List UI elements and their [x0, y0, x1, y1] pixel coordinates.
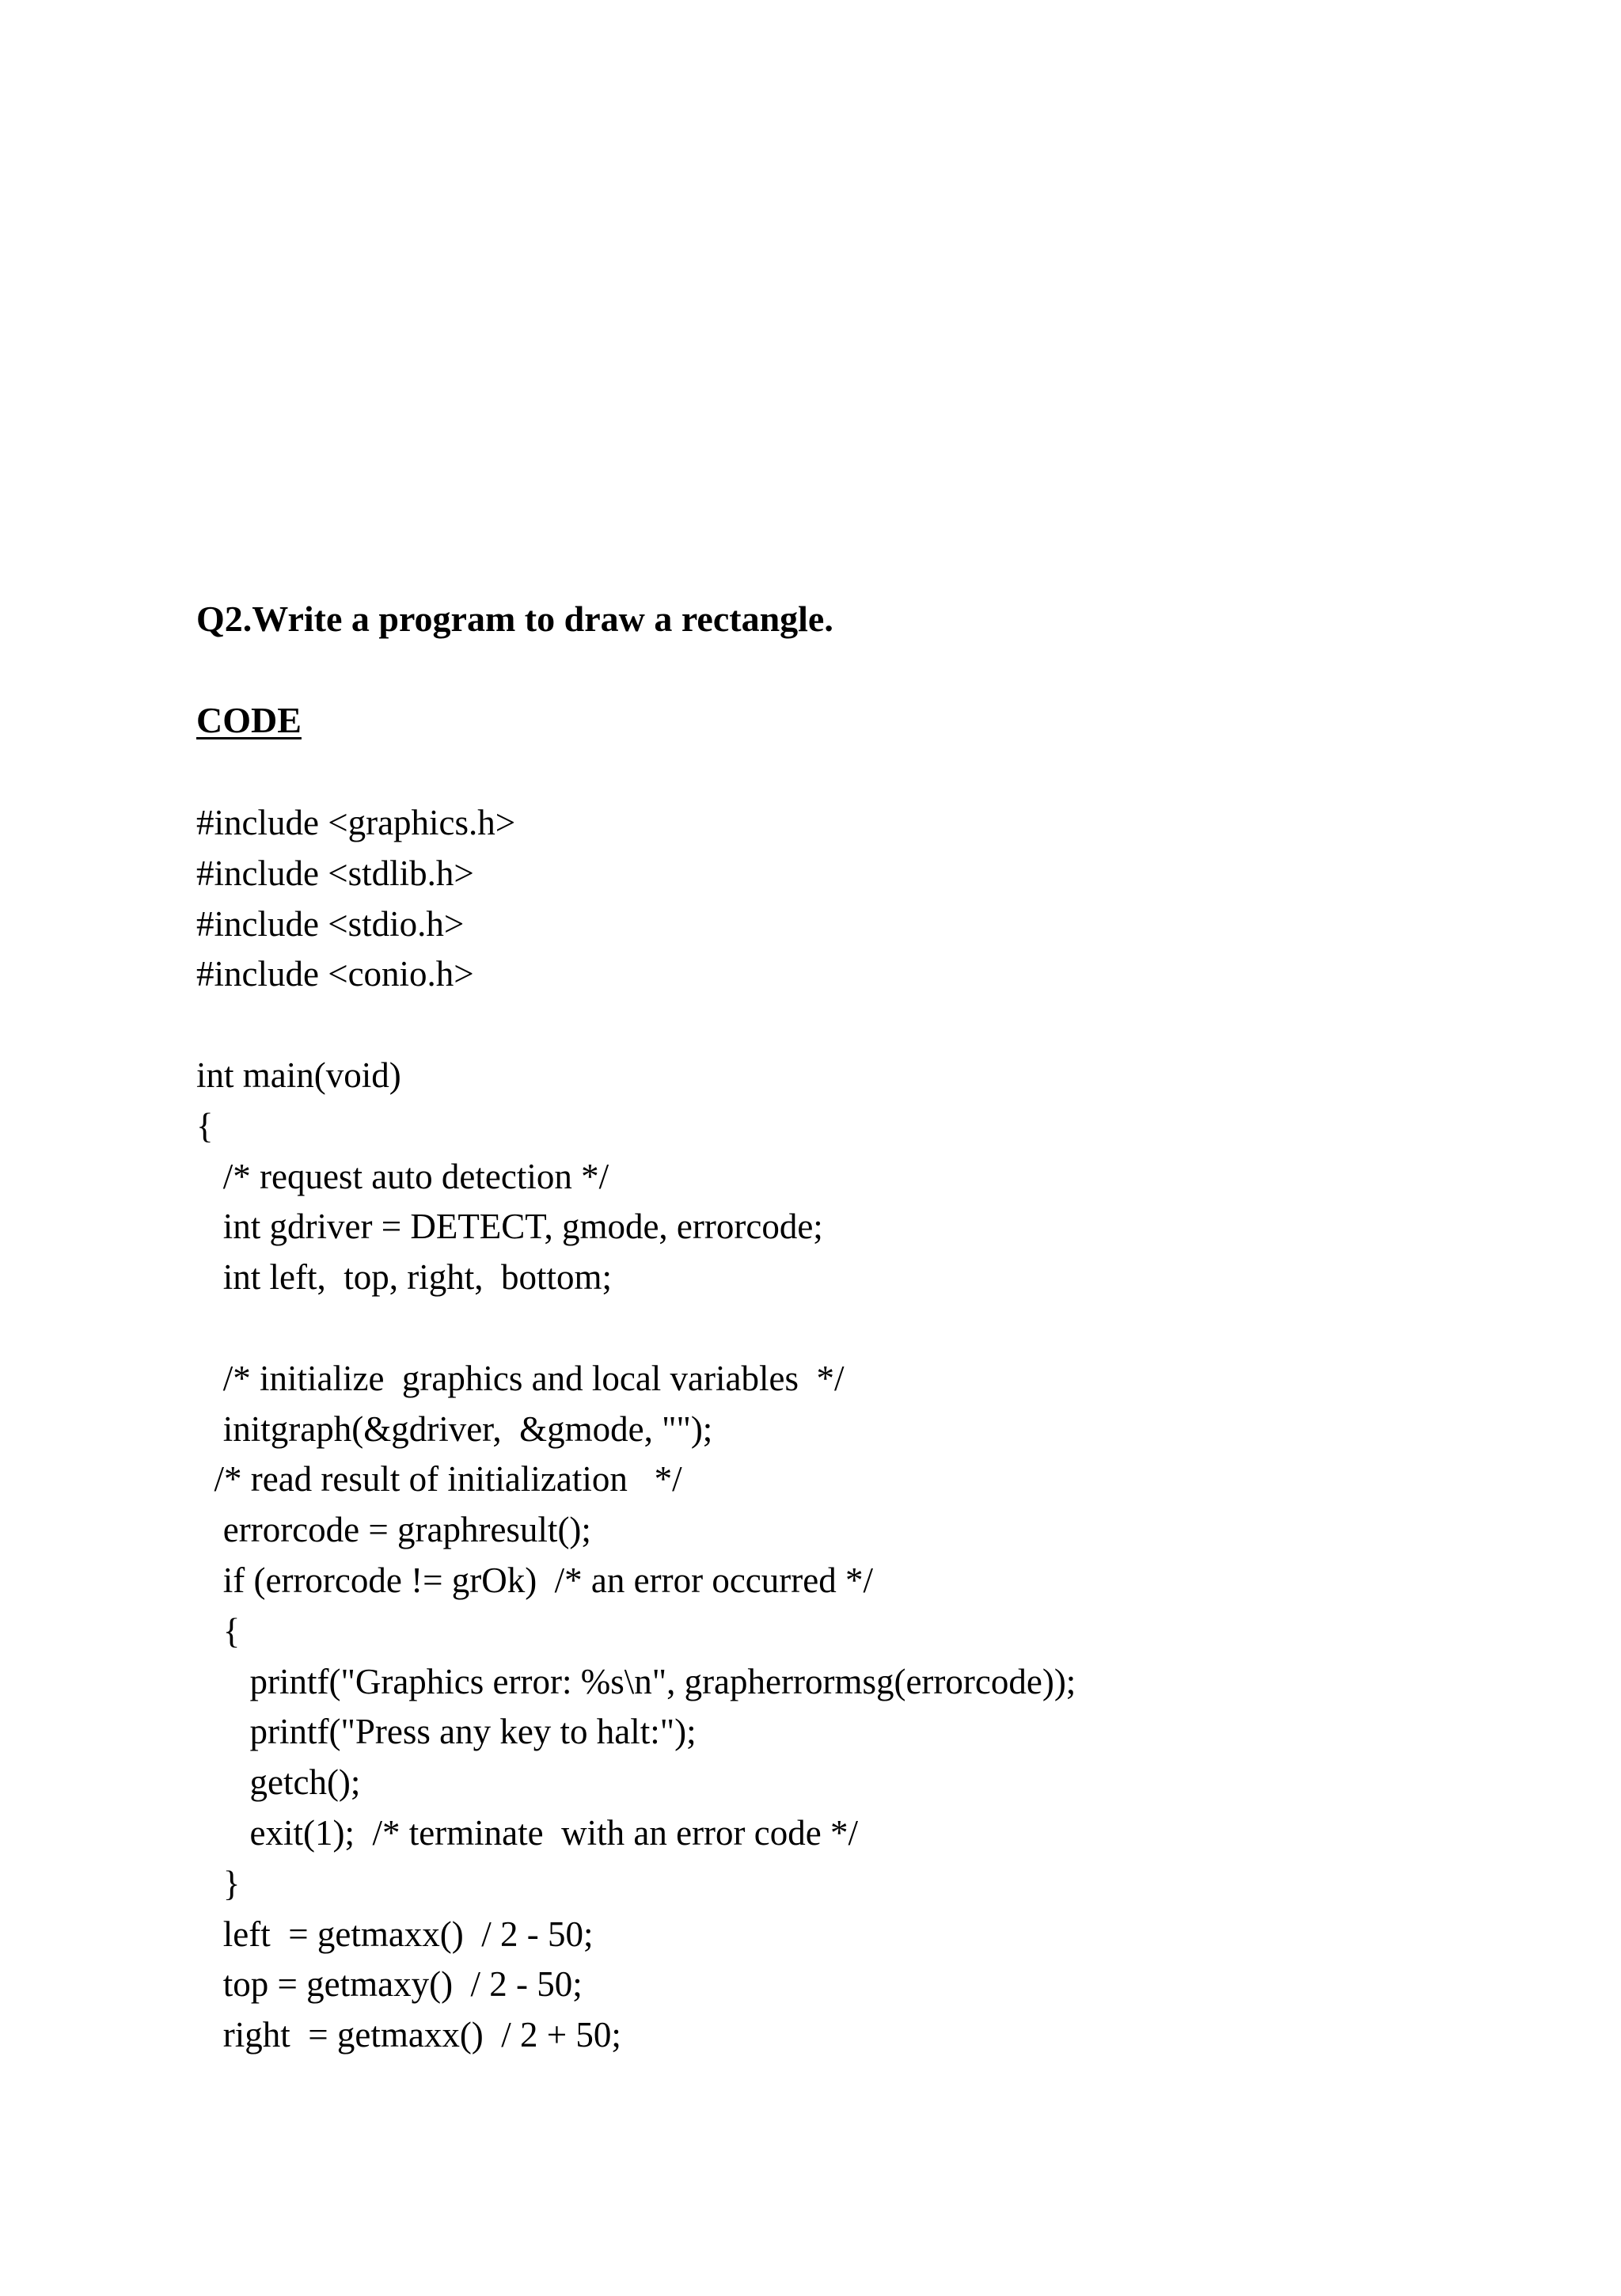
code-block	[196, 798, 1542, 2061]
code-heading: CODE	[196, 700, 302, 740]
code-line: #include <stdlib.h>	[196, 853, 474, 893]
code-line: exit(1); /* terminate with an error code */	[196, 1812, 858, 1853]
code-line: top = getmaxy() / 2 - 50;	[196, 1964, 583, 2005]
code-line: int gdriver = DETECT, gmode, errorcode;	[196, 1207, 823, 1247]
code-line: #include <graphics.h>	[196, 803, 516, 842]
code-line: int left, top, right, bottom;	[196, 1257, 612, 1298]
code-line: initgraph(&gdriver, &gmode, "");	[196, 1408, 713, 1449]
code-line	[196, 1000, 1542, 1051]
code-line: errorcode = graphresult();	[196, 1510, 591, 1550]
question-title: Q2.Write a program to draw a rectangle.	[196, 599, 833, 639]
code-line: {	[196, 1610, 241, 1651]
code-line: /* request auto detection */	[196, 1156, 609, 1196]
code-line: printf("Graphics error: %s\n", grapherrormsg(errorcode));	[196, 1661, 1076, 1701]
code-line: if (errorcode != grOk) /* an error occurred */	[196, 1560, 873, 1600]
code-line: right = getmaxx() / 2 + 50;	[196, 2015, 621, 2055]
code-line: #include <conio.h>	[196, 954, 474, 994]
code-line: getch();	[196, 1762, 361, 1803]
code-line: printf("Press any key to halt:");	[196, 1712, 697, 1752]
code-line: /* read result of initialization */	[196, 1459, 682, 1500]
code-line: left = getmaxx() / 2 - 50;	[196, 1914, 594, 1954]
code-line: }	[196, 1863, 241, 1903]
code-line: #include <stdio.h>	[196, 903, 465, 944]
code-line: int main(void)	[196, 1055, 401, 1095]
code-line: /* initialize graphics and local variables */	[196, 1358, 845, 1398]
code-line	[196, 1303, 1542, 1354]
code-line: {	[196, 1105, 214, 1146]
